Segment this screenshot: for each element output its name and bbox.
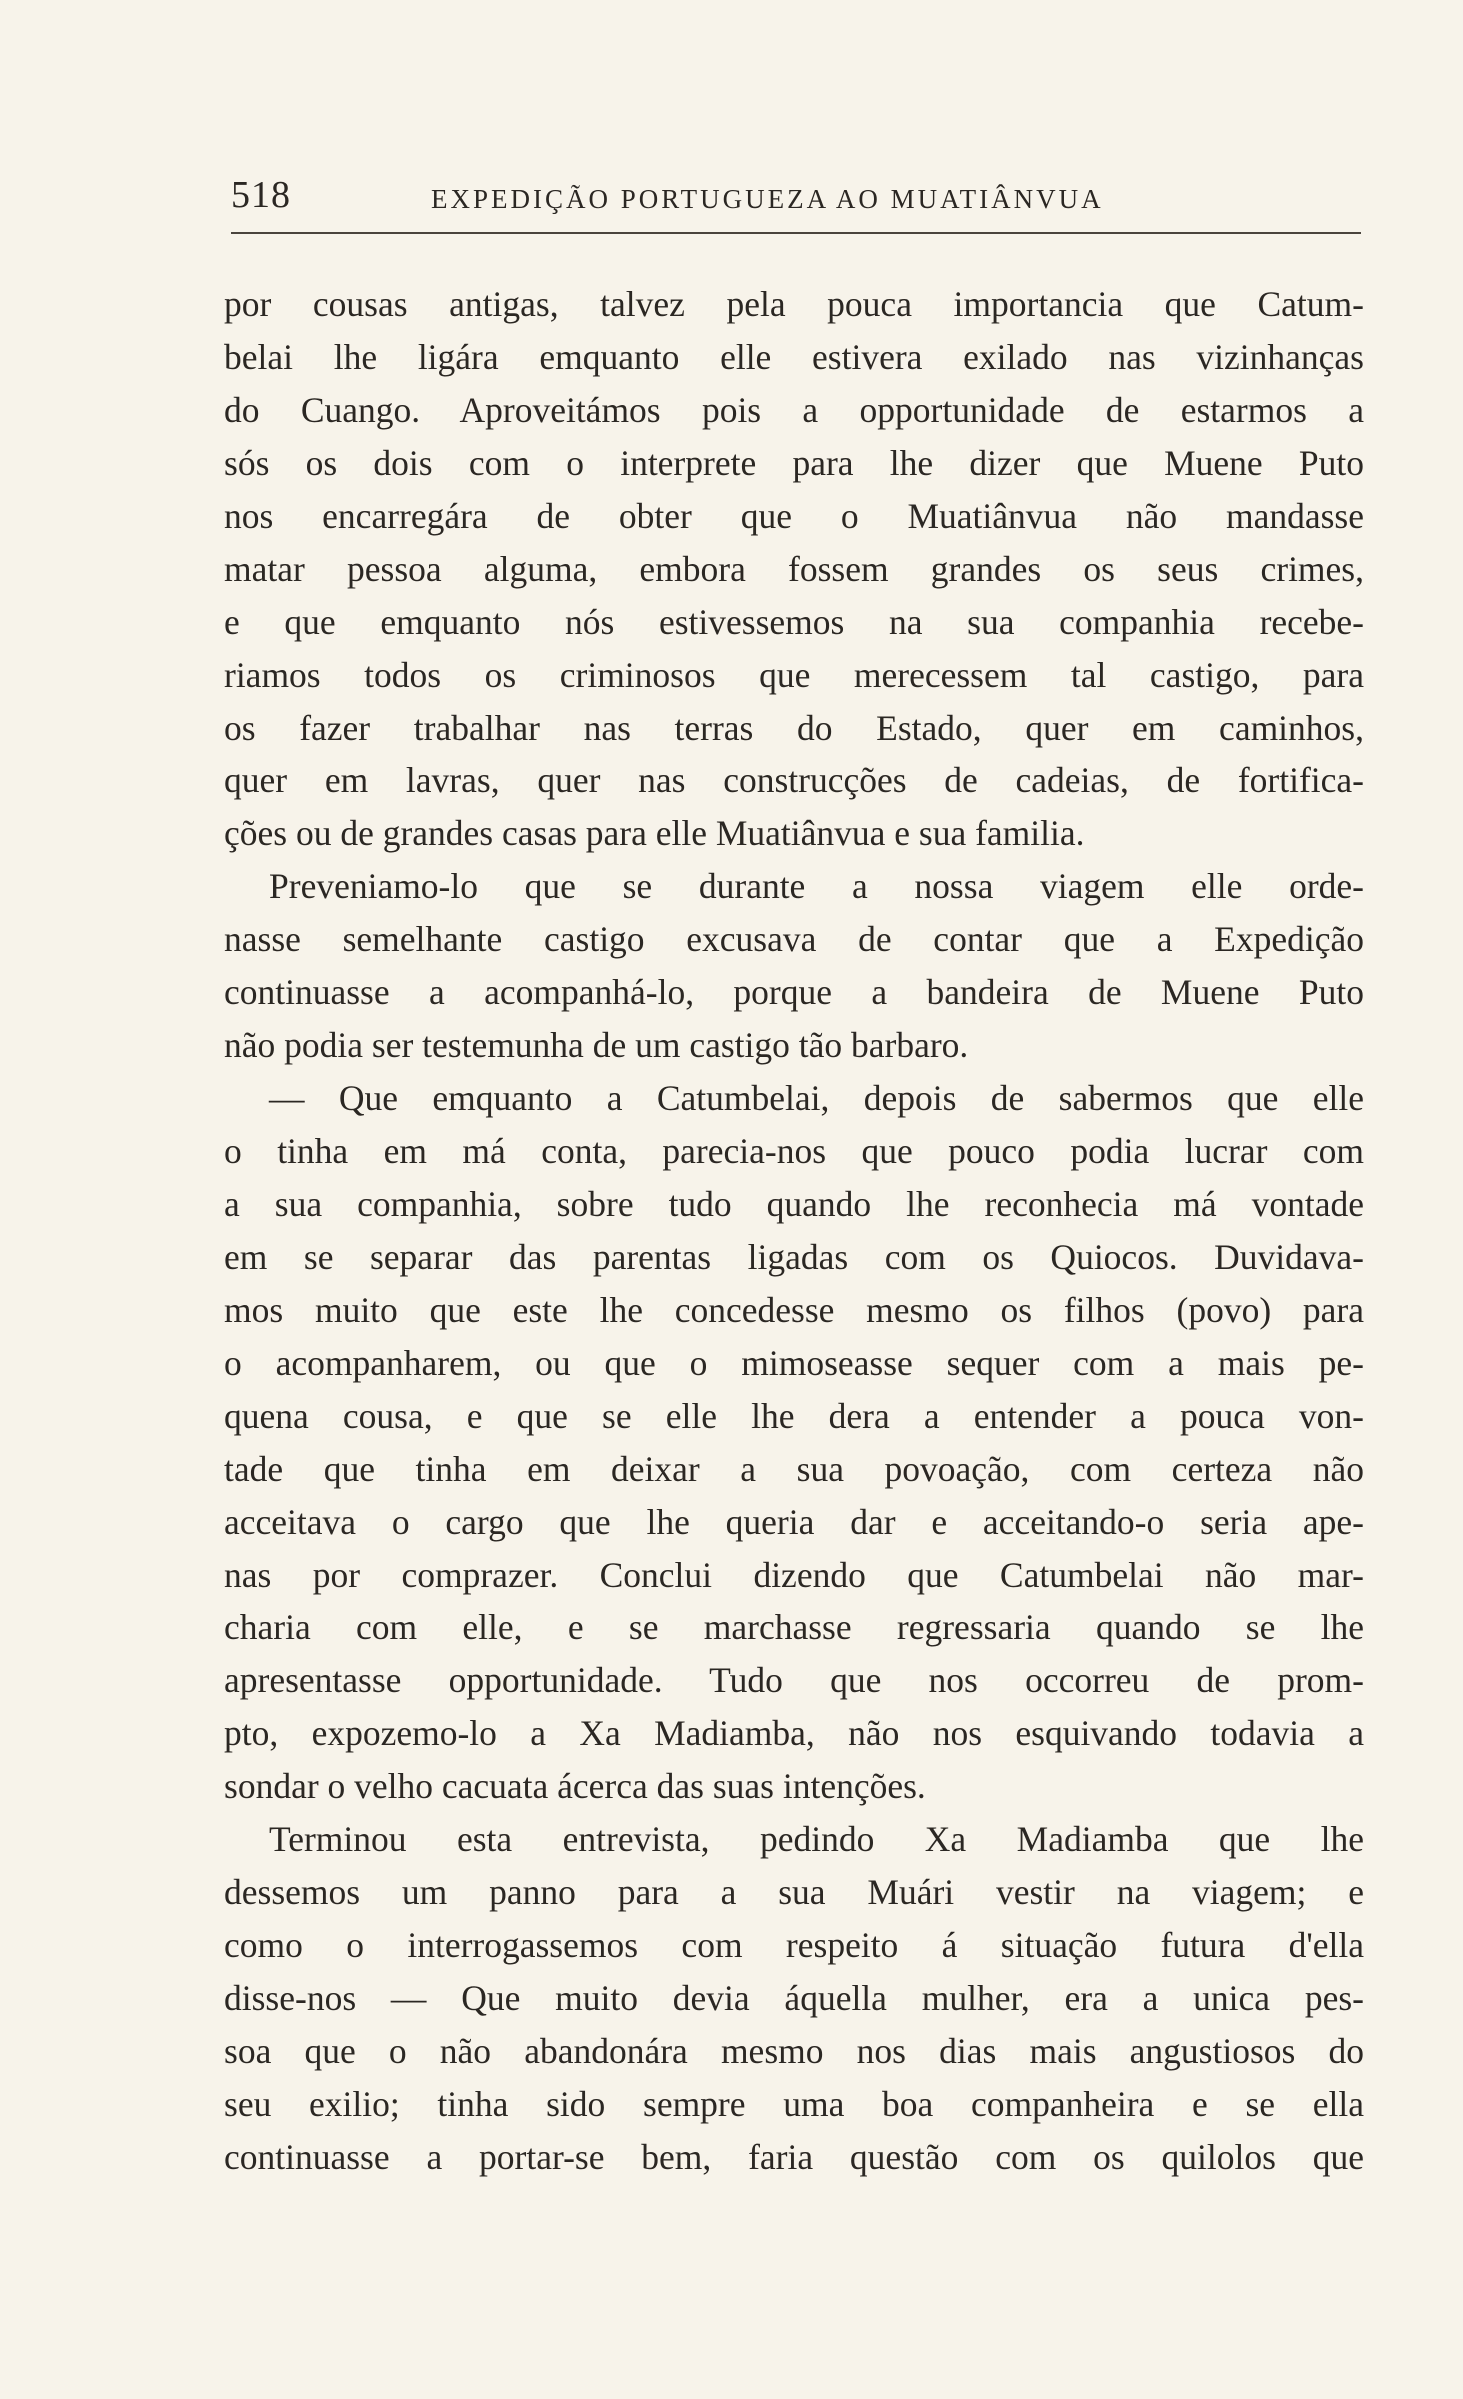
- text-line: nas por comprazer. Conclui dizendo que Catumbelai não mar-: [224, 1554, 1364, 1595]
- text-line: sós os dois com o interprete para lhe dizer que Muene Puto: [224, 442, 1364, 483]
- text-line: disse-nos — Que muito devia áquella mulher, era a unica pes-: [224, 1978, 1364, 2018]
- page-number: 518: [231, 174, 291, 216]
- text-line: não podia ser testemunha de um castigo tão barbaro.: [224, 1025, 969, 1066]
- text-line: pto, expozemo-lo a Xa Madiamba, não nos esquivando todavia a: [224, 1713, 1364, 1754]
- text-line: matar pessoa alguma, embora fossem grandes os seus crimes,: [224, 548, 1364, 589]
- text-line: e que emquanto nós estivessemos na sua companhia recebe-: [224, 601, 1364, 642]
- text-line: nasse semelhante castigo excusava de contar que a Expedição: [224, 919, 1364, 960]
- text-line: Preveniamo-lo que se durante a nossa viagem elle orde-: [269, 866, 1364, 907]
- header-rule: [231, 232, 1361, 234]
- text-line: quer em lavras, quer nas construcções de cadeias, de fortifica-: [224, 760, 1364, 801]
- text-line: charia com elle, e se marchasse regressaria quando se lhe: [224, 1607, 1364, 1648]
- text-line: seu exilio; tinha sido sempre uma boa companheira e se ella: [224, 2083, 1364, 2124]
- page-header: [231, 170, 1361, 220]
- text-line: o acompanharem, ou que o mimoseasse sequer com a mais pe-: [224, 1342, 1364, 1383]
- text-line: apresentasse opportunidade. Tudo que nos occorreu de prom-: [224, 1660, 1364, 1701]
- running-title: EXPEDIÇÃO PORTUGUEZA AO MUATIÂNVUA: [431, 184, 1104, 214]
- text-line: acceitava o cargo que lhe queria dar e acceitando-o seria ape-: [224, 1501, 1364, 1542]
- text-line: — Que emquanto a Catumbelai, depois de sabermos que elle: [269, 1078, 1364, 1119]
- text-line: como o interrogassemos com respeito á situação futura d'ella: [224, 1925, 1364, 1966]
- text-line: continuasse a acompanhá-lo, porque a bandeira de Muene Puto: [224, 972, 1364, 1013]
- text-line: dessemos um panno para a sua Muári vestir na viagem; e: [224, 1872, 1364, 1913]
- text-line: soa que o não abandonára mesmo nos dias mais angustiosos do: [224, 2030, 1364, 2071]
- text-line: em se separar das parentas ligadas com os Quiocos. Duvidava-: [224, 1236, 1364, 1277]
- text-line: riamos todos os criminosos que merecessem tal castigo, para: [224, 654, 1364, 695]
- text-line: a sua companhia, sobre tudo quando lhe reconhecia má vontade: [224, 1183, 1364, 1224]
- text-line: tade que tinha em deixar a sua povoação, com certeza não: [224, 1448, 1364, 1489]
- text-line: do Cuango. Aproveitámos pois a opportunidade de estarmos a: [224, 389, 1364, 430]
- text-line: os fazer trabalhar nas terras do Estado, quer em caminhos,: [224, 707, 1364, 748]
- text-line: nos encarregára de obter que o Muatiânvua não mandasse: [224, 495, 1364, 536]
- text-line: Terminou esta entrevista, pedindo Xa Madiamba que lhe: [269, 1819, 1364, 1860]
- text-line: continuasse a portar-se bem, faria questão com os quilolos que: [224, 2136, 1364, 2177]
- text-line: belai lhe ligára emquanto elle estivera exilado nas vizinhanças: [224, 336, 1364, 377]
- text-line: mos muito que este lhe concedesse mesmo os filhos (povo) para: [224, 1289, 1364, 1330]
- text-line: por cousas antigas, talvez pela pouca importancia que Catum-: [224, 284, 1364, 324]
- text-line: quena cousa, e que se elle lhe dera a entender a pouca von-: [224, 1395, 1364, 1436]
- text-line: sondar o velho cacuata ácerca das suas intenções.: [224, 1766, 926, 1807]
- body-text: [224, 278, 1364, 2184]
- text-line: ções ou de grandes casas para elle Muatiânvua e sua familia.: [224, 813, 1085, 854]
- text-line: o tinha em má conta, parecia-nos que pouco podia lucrar com: [224, 1131, 1364, 1171]
